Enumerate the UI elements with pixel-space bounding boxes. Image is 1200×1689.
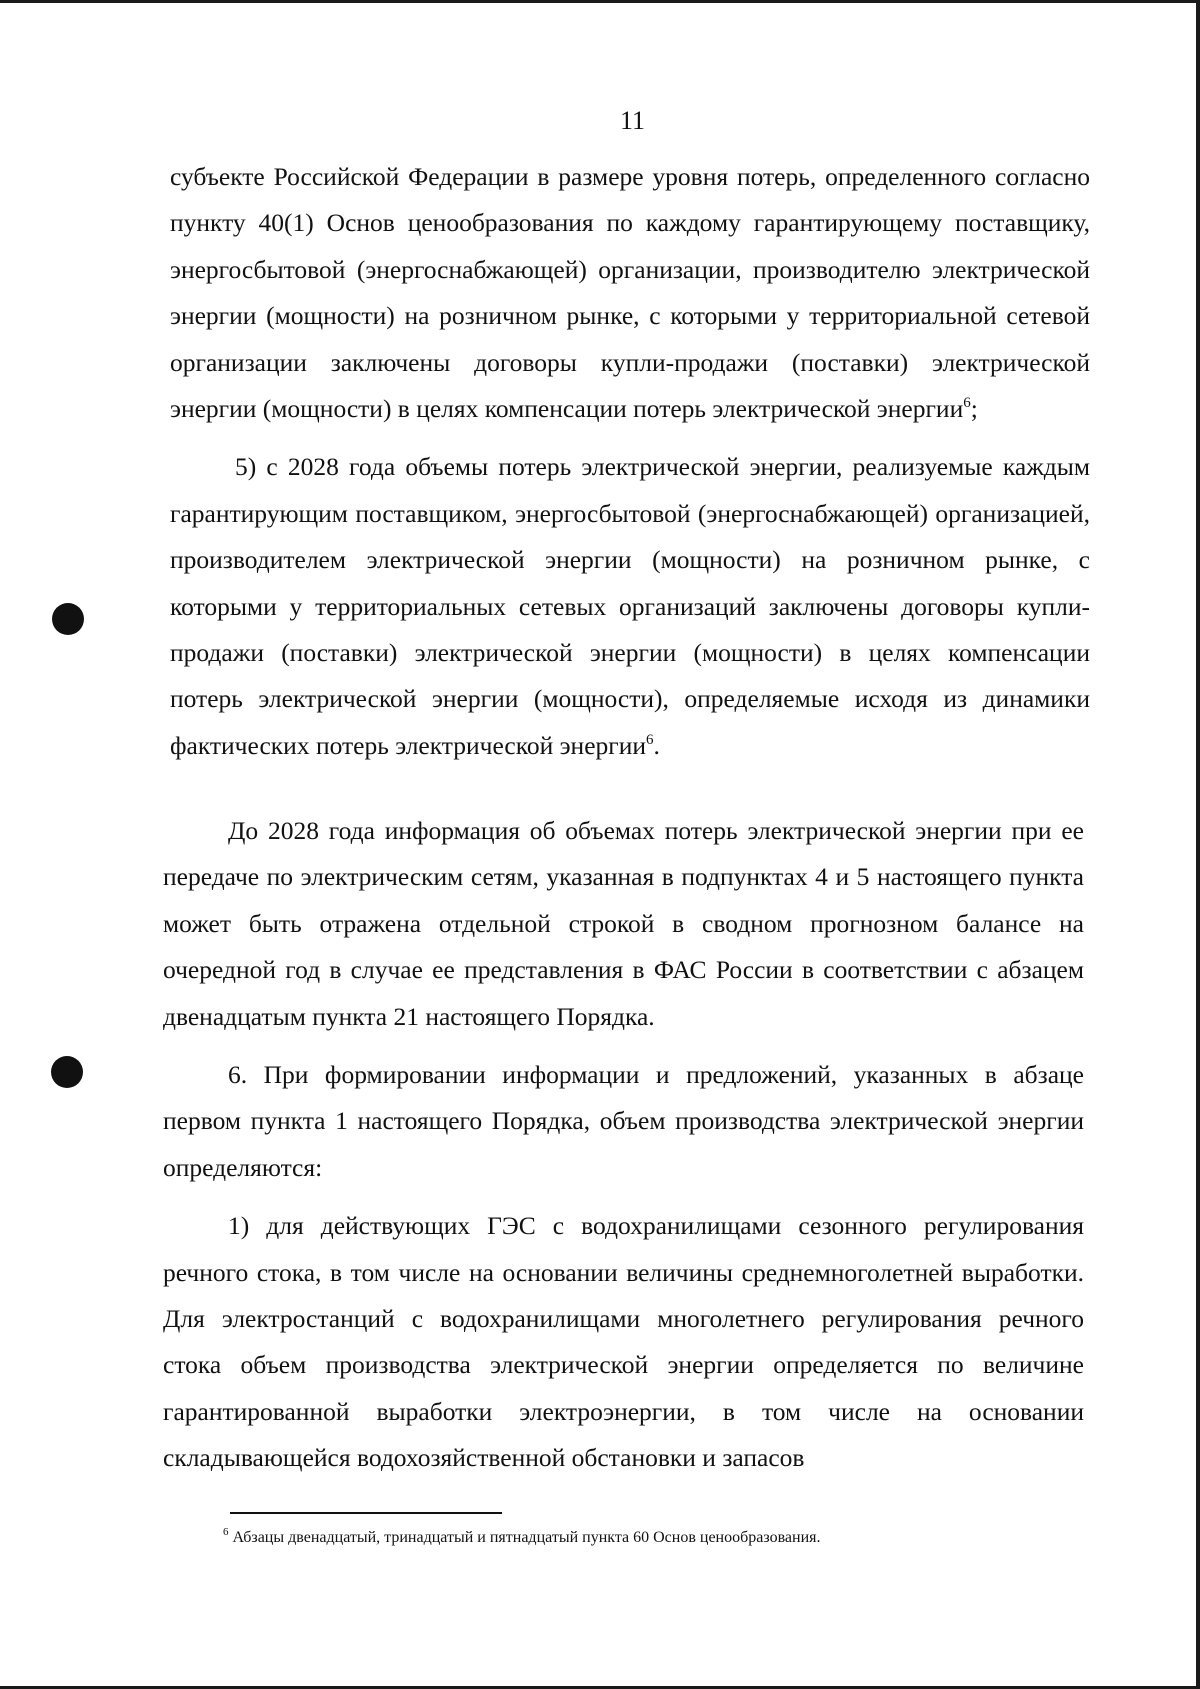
paragraph-until-2028: До 2028 года информация об объемах потерь электрической энергии при ее передаче по электрическим сетям, указанная в подпунктах 4 и 5 настоящего пункта может быть отражена отдельной строкой в сводном прогнозном балансе на очередной год в случае ее представления в ФАС России в соответствии с абзацем двенадцатым пункта 21 настоящего Порядка. xyxy=(163,816,1084,1031)
paragraph-punctuation: . xyxy=(653,730,660,760)
paragraph-subitem-1: 1) для действующих ГЭС с водохранилищами сезонного регулирования речного стока, в том числе на основании величины среднемноголетней выработки. Для электростанций с водохранилищами многолетнего регулирования речного стока объем производства электрической энергии определяется по величине гарантированной выработки электроэнергии, в том числе на основании складывающейся водохозяйственной обстановки и запасов xyxy=(163,1211,1084,1473)
paragraph-punctuation: ; xyxy=(970,394,978,424)
paragraph-item-6: 6. При формировании информации и предложений, указанных в абзаце первом пункта 1 настоящего Порядка, объем производства электрической энергии определяются: xyxy=(163,1060,1084,1182)
paragraph-text: субъекте Российской Федерации в размере уровня потерь, определенного согласно пункту 40(1) Основ ценообразования по каждому гарантирующему поставщику, энергосбытовой (энергоснабжающей) организации, производителю электрической энергии (мощности) на розничном рынке, с которыми у территориальной сетевой организации заключены договоры купли-продажи (поставки) электрической энергии (мощности) в целях компенсации потерь электрической энергии xyxy=(170,162,1090,424)
text-block-upper xyxy=(170,154,1090,781)
page-number: 11 xyxy=(619,106,646,135)
punch-hole-upper xyxy=(52,603,84,635)
footnote-reference[interactable]: 6 xyxy=(963,395,971,412)
footnote xyxy=(223,1526,1083,1550)
punch-hole-lower xyxy=(51,1056,83,1088)
footnote-marker: 6 xyxy=(223,1526,229,1538)
paragraph-continuation xyxy=(170,154,1090,432)
footnote-text: Абзацы двенадцатый, тринадцатый и пятнадцатый пункта 60 Основ ценообразования. xyxy=(232,1529,821,1546)
paragraph-item-5 xyxy=(170,444,1090,769)
paragraph-text: 5) с 2028 года объемы потерь электрической энергии, реализуемые каждым гарантирующим поставщиком, энергосбытовой (энергоснабжающей) организацией, производителем электрической энергии (мощности) на розничном рынке, с которыми у территориальных сетевых организаций заключены договоры купли-продажи (поставки) электрической энергии (мощности) в целях компенсации потерь электрической энергии (мощности), определяемые исходя из динамики фактических потерь электрической энергии xyxy=(170,452,1090,760)
footnote-reference[interactable]: 6 xyxy=(646,731,654,748)
text-block-lower xyxy=(163,808,1084,1494)
footnote-separator xyxy=(230,1512,502,1514)
